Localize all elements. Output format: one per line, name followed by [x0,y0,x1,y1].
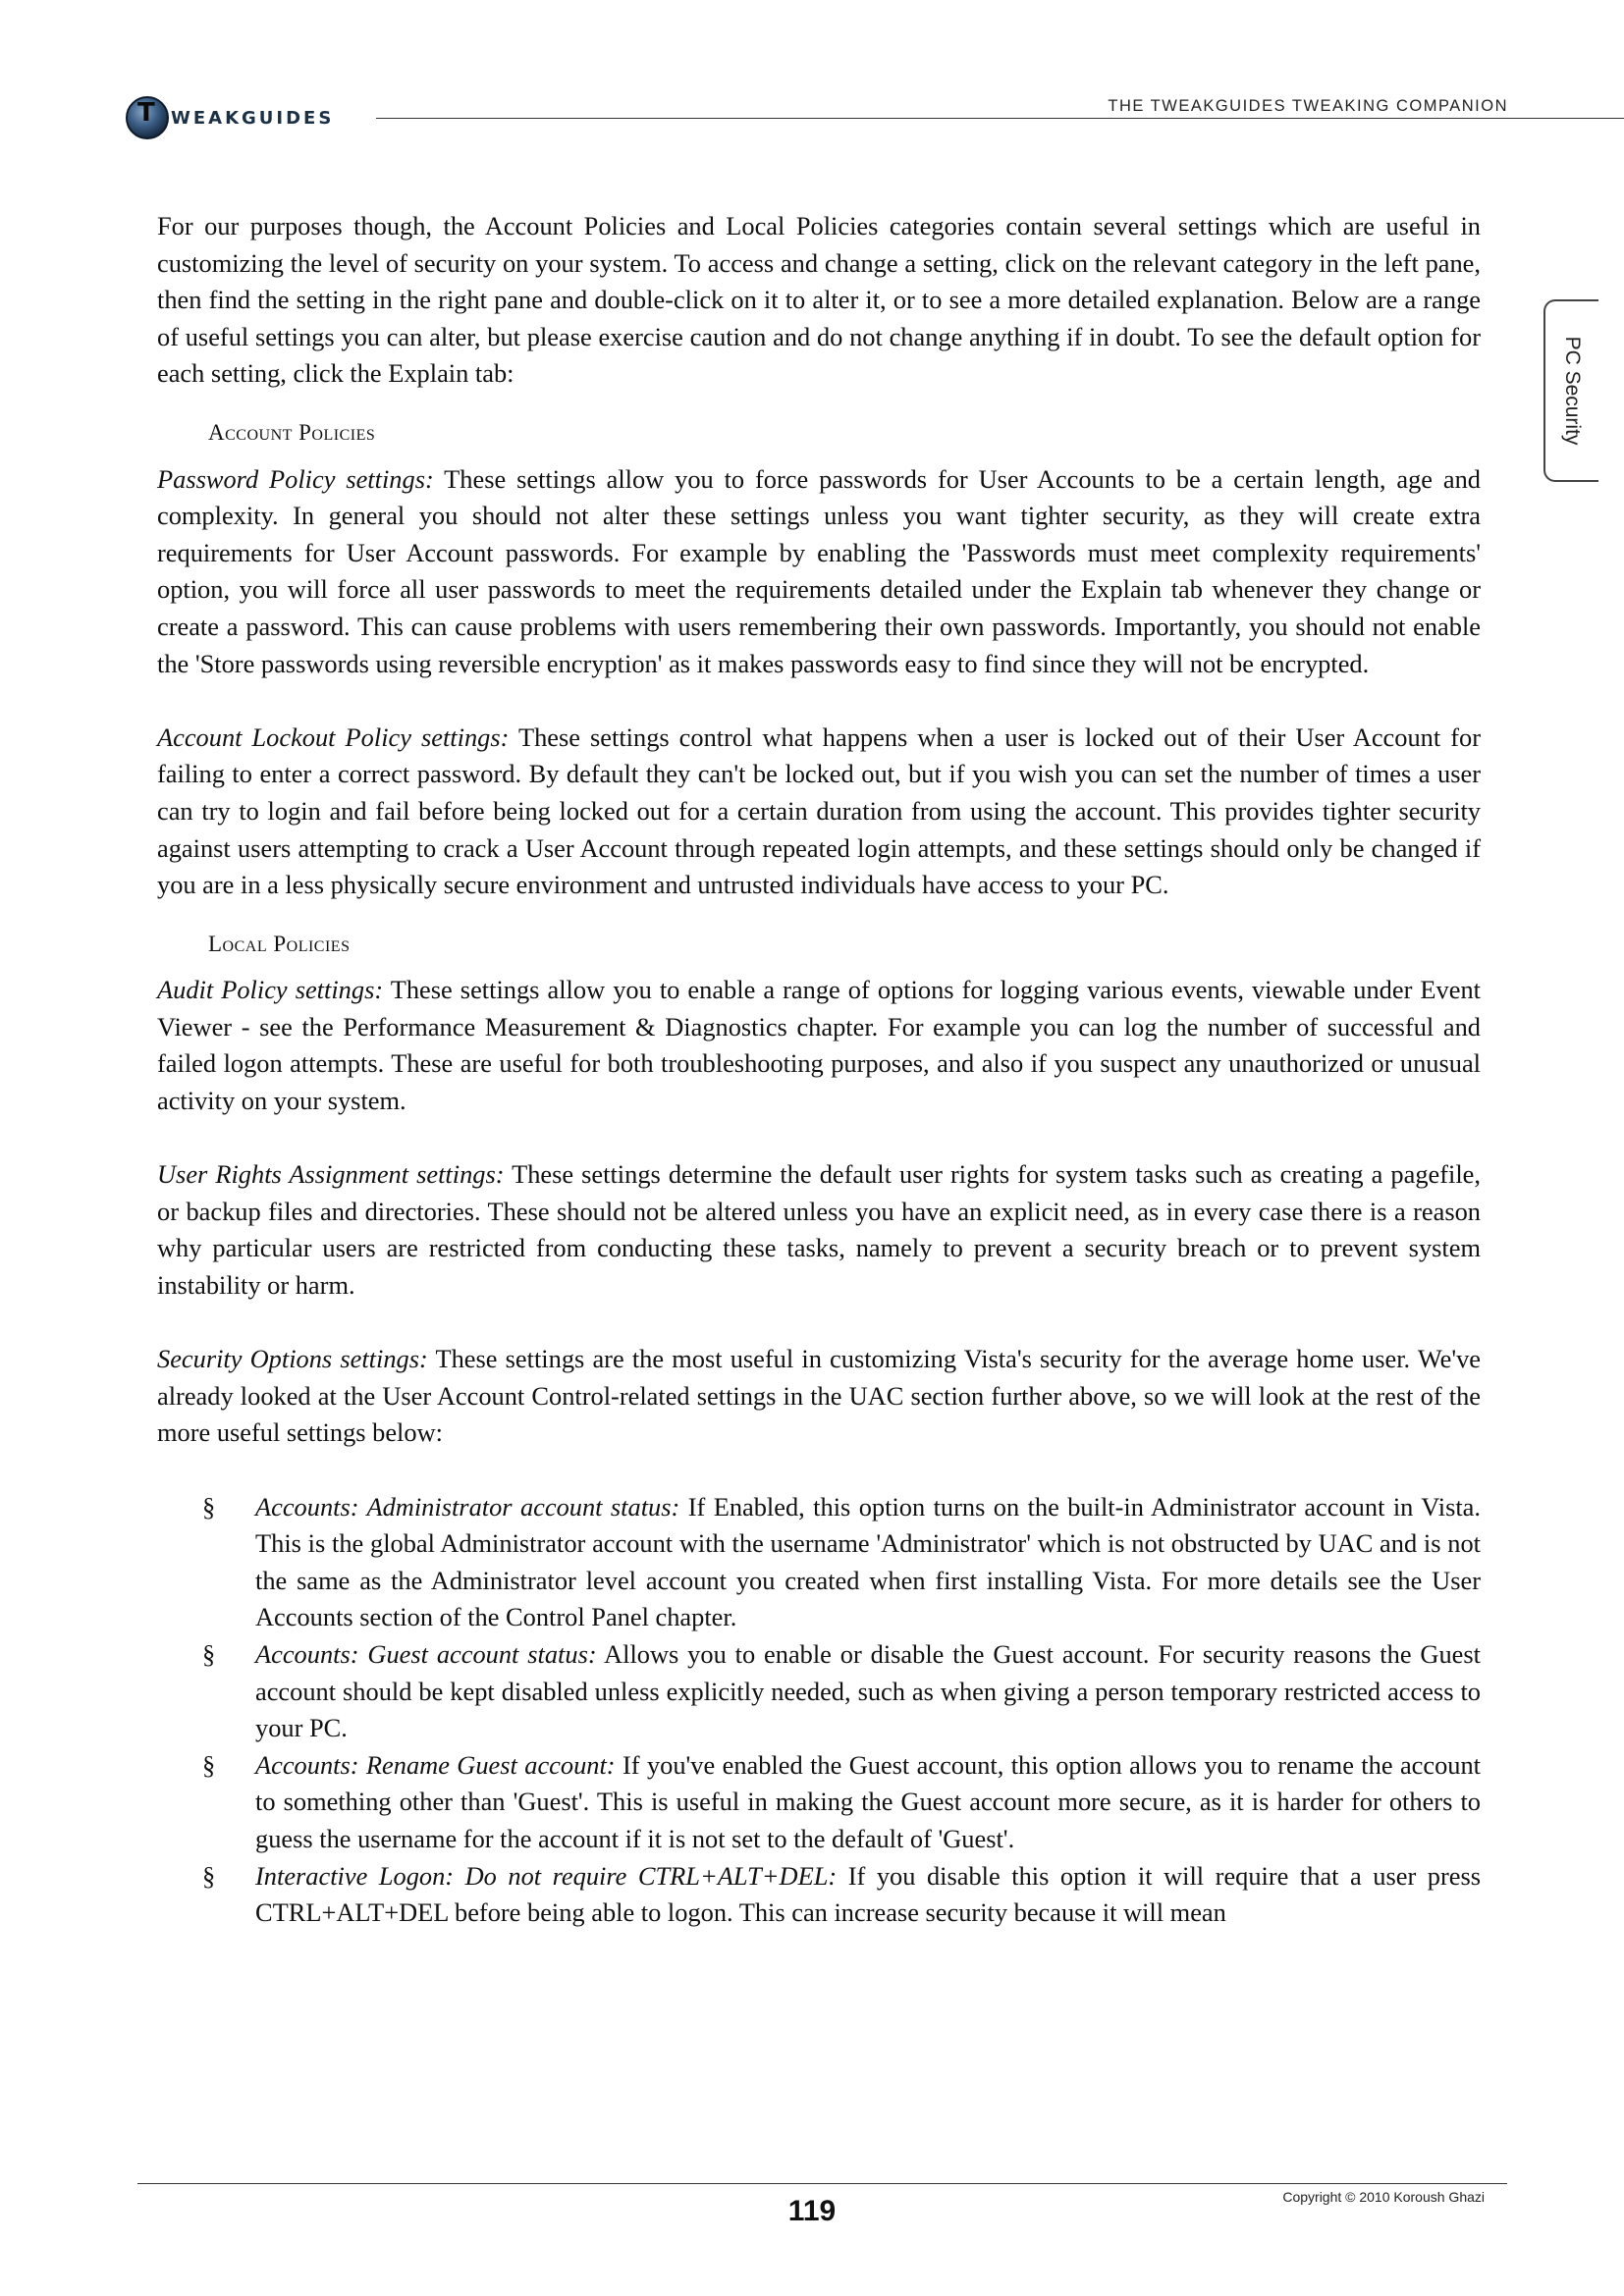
lockout-policy-label: Account Lockout Policy settings: [157,721,510,752]
header-divider [376,118,1624,119]
intro-paragraph: For our purposes though, the Account Policies and Local Policies categories contain several settings which are useful in customizing the level of security on your system. To access and change a setting, click on the relevant category in the left pane, then find the setting in the right pane and double-click on it to alter it, or to see a more detailed explanation. Below are a range of useful settings you can alter, but please exercise caution and do not change anything if in doubt. To see the default option for each setting, click the Explain tab: [157,211,1481,389]
password-policy-paragraph [157,461,1481,683]
chapter-side-tab-label: PC Security [1561,336,1584,446]
heading-local-policies: Local Policies [208,931,351,956]
heading-account-policies: Account Policies [208,419,376,445]
list-item-text: If you've enabled the Guest account, this option allows you to rename the account to something other than 'Guest'. This is useful in making the Guest account more secure, as it is harder for others to guess the username for the account if it is not set to the default of 'Guest'. [255,1749,1481,1853]
password-policy-text: These settings allow you to force passwords for User Accounts to be a certain length, age and complexity. In general you should not alter these settings unless you want tighter security, as they will create extra requirements for User Account passwords. For example by enabling the 'Passwords must meet complexity requirements' option, you will force all user passwords to meet the requirements detailed under the Explain tab whenever they change or create a password. This can cause problems with users remembering their own passwords. Importantly, you should not enable the 'Store passwords using reversible encryption' as it makes passwords easy to find since they will not be encrypted. [157,463,1481,678]
list-item-label: Accounts: Guest account status: [255,1638,597,1669]
lockout-policy-paragraph [157,720,1481,904]
list-item [157,1858,1481,1932]
list-item-text: If you disable this option it will require that a user press CTRL+ALT+DEL before being able to logon. This can increase security because it will mean [255,1860,1481,1928]
password-policy-label: Password Policy settings: [157,463,434,494]
header-title: THE TWEAKGUIDES TWEAKING COMPANION [1108,97,1508,115]
chapter-side-tab [1543,299,1598,482]
user-rights-paragraph [157,1156,1481,1304]
list-item-text: Allows you to enable or disable the Guest account. For security reasons the Guest account should be kept disabled unless explicitly needed, such as when giving a person temporary restricted access to your PC. [255,1638,1481,1743]
audit-policy-paragraph [157,972,1481,1119]
list-item [157,1636,1481,1747]
tweakguides-logo [126,94,381,143]
page-number: 119 [787,2195,837,2227]
list-item-label: Interactive Logon: Do not require CTRL+ALT+DEL: [255,1860,838,1891]
list-item-label: Accounts: Rename Guest account: [255,1749,616,1780]
page-header [126,94,1508,143]
security-options-label: Security Options settings: [157,1344,428,1374]
list-item [157,1747,1481,1858]
logo-text: WEAKGUIDES [171,108,335,129]
user-rights-text: These settings determine the default user rights for system tasks such as creating a pagefile, or backup files and directories. These should not be altered unless you have an explicit need, as in every case there is a reason why particular users are restricted from conducting these tasks, namely to prevent a security breach or to prevent system instability or harm. [157,1159,1481,1301]
section-bullet-icon: § [202,1749,216,1780]
logo-letter: T [137,98,155,128]
security-options-list [157,1489,1481,1932]
list-item-label: Accounts: Administrator account status: [255,1491,680,1522]
list-item [157,1489,1481,1636]
audit-policy-text: These settings allow you to enable a range of options for logging various events, viewable under Event Viewer - see the Performance Measurement & Diagnostics chapter. For example you can log the number of successful and failed logon attempts. These are useful for both troubleshooting purposes, and also if you suspect any unauthorized or unusual activity on your system. [157,975,1481,1116]
copyright-notice: Copyright © 2010 Koroush Ghazi [1282,2189,1485,2205]
footer-divider [137,2183,1507,2184]
section-bullet-icon: § [202,1638,216,1669]
list-item-text: If Enabled, this option turns on the built-in Administrator account in Vista. This is the global Administrator account with the username 'Administrator' which is not obstructed by UAC and is not the same as the Administrator level account you created when first installing Vista. For more details see the User Accounts section of the Control Panel chapter. [255,1491,1481,1632]
lockout-policy-text: These settings control what happens when a user is locked out of their User Account for failing to enter a correct password. By default they can't be locked out, but if you wish you can set the number of times a user can try to login and fail before being locked out for a certain duration from using the account. This provides tighter security against users attempting to crack a User Account through repeated login attempts, and these settings should only be changed if you are in a less physically secure environment and untrusted individuals have access to your PC. [157,721,1481,900]
security-options-paragraph [157,1341,1481,1452]
audit-policy-label: Audit Policy settings: [157,975,384,1005]
security-options-text: These settings are the most useful in customizing Vista's security for the average home user. We've already looked at the User Account Control-related settings in the UAC section further above, so we will look at the rest of the more useful settings below: [157,1344,1482,1448]
section-bullet-icon: § [202,1491,216,1522]
section-bullet-icon: § [202,1860,216,1891]
user-rights-label: User Rights Assignment settings: [157,1159,505,1190]
page-content [157,208,1481,1932]
